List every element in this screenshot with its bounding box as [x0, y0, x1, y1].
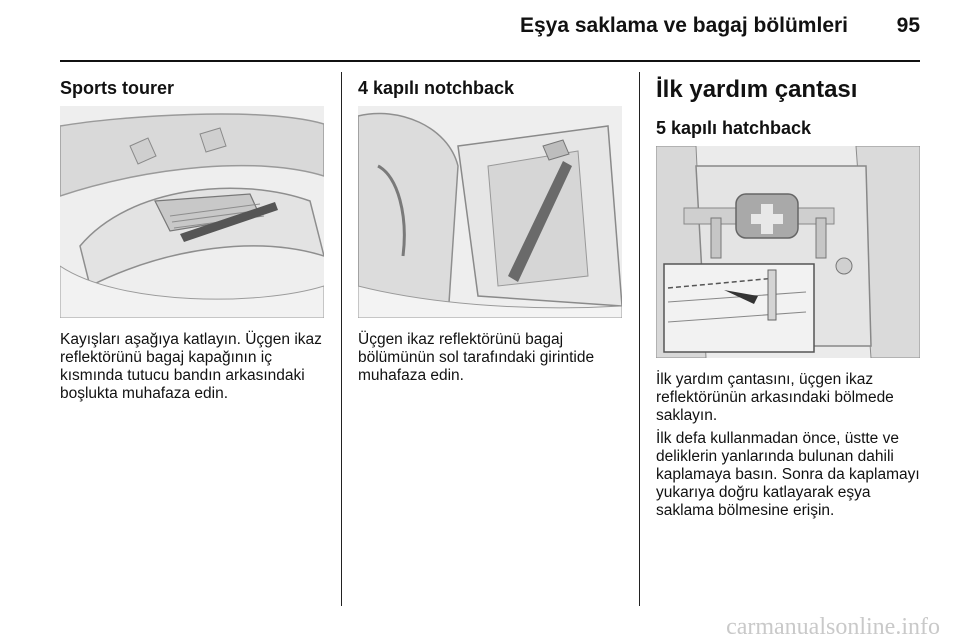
subheading-hatchback: 5 kapılı hatchback: [656, 118, 812, 138]
caption-notchback: Üçgen ikaz reflektörünü bagaj bölümünün sol tarafındaki girintide muhafaza edin.: [358, 331, 595, 384]
figure-first-aid-kit: [656, 146, 920, 358]
watermark: carmanualsonline.info: [726, 614, 940, 640]
page-header-title: Eşya saklama ve bagaj bölümleri: [520, 14, 849, 37]
caption-sports-tourer: Kayışları aşağıya katlayın. Üçgen ikaz reflektörünü bagaj kapağının iç kısmında tutucu bandın arkasındaki boşlukta muhafaza edin.: [60, 331, 322, 402]
section-heading-first-aid-kit: İlk yardım çantası: [656, 76, 858, 103]
header-rule: [60, 60, 920, 62]
caption-first-aid-kit-instructions: İlk defa kullanmadan önce, üstte ve deliklerin yanlarında bulunan dahili kaplamaya basın. Sonra da kaplamayı yukarıya doğru katlayarak eşya saklama bölmesine erişin.: [656, 430, 920, 519]
section-heading-sports-tourer: Sports tourer: [60, 78, 175, 98]
section-heading-notchback: 4 kapılı notchback: [358, 78, 515, 98]
page-number: 95: [896, 14, 920, 37]
column-divider-1: [341, 72, 342, 606]
figure-tailgate-strap: [60, 106, 324, 318]
caption-first-aid-kit: İlk yardım çantasını, üçgen ikaz reflektörünün arkasındaki bölmede saklayın.: [656, 371, 894, 424]
column-divider-2: [639, 72, 640, 606]
figure-trunk-recess: [358, 106, 622, 318]
